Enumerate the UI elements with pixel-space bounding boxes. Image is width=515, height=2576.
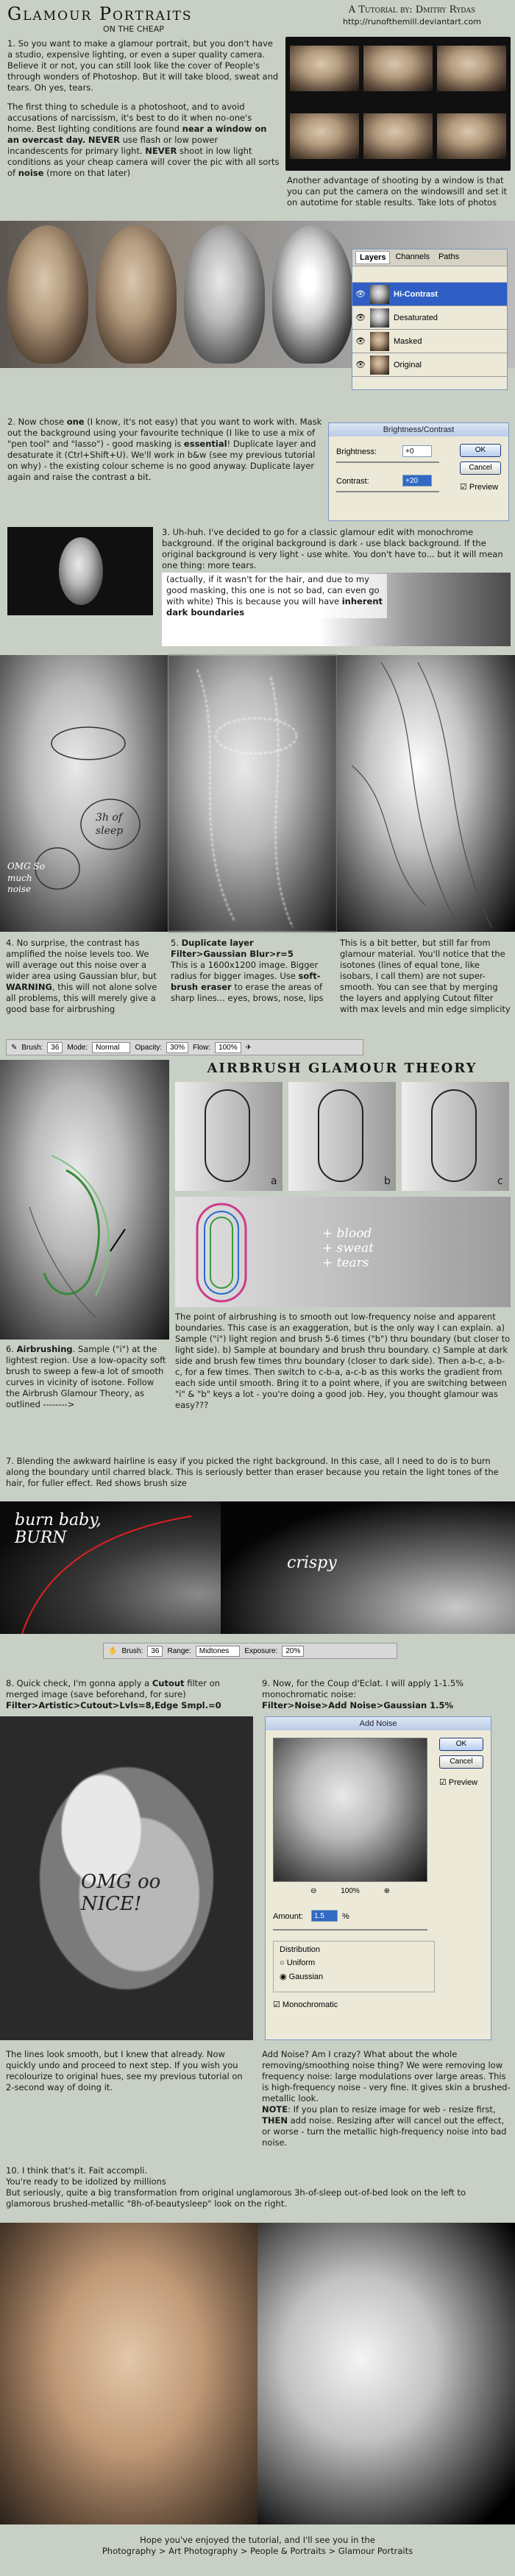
step-text: (I know, it's not easy) that you want to work with. Mask out the background using your favourite technique (I like to use a mix of "pen tool" and "lasso") - good masking is xyxy=(7,417,322,449)
gaussian-radio[interactable]: ◉ Gaussian xyxy=(280,1972,324,1981)
brush-options-bar xyxy=(6,1039,363,1055)
step-text: 10. I think that's it. Fait accompli. xyxy=(6,2165,148,2176)
crispy-label: crispy xyxy=(287,1554,337,1572)
page-title: Glamour Portraits xyxy=(7,4,193,24)
brush-tool-icon[interactable]: ✎ xyxy=(11,1043,18,1052)
step-emphasis: essential xyxy=(183,439,227,449)
footer xyxy=(0,2535,515,2557)
step-emphasis: Airbrushing xyxy=(16,1344,73,1354)
step-3-photo xyxy=(7,527,153,615)
layer-thumbnail xyxy=(370,355,389,375)
before-photo xyxy=(0,2223,258,2524)
layer-name: Original xyxy=(394,360,422,369)
layer-row[interactable] xyxy=(352,353,507,377)
tab-paths[interactable]: Paths xyxy=(438,252,460,261)
brightness-slider[interactable] xyxy=(336,461,439,463)
layer-row[interactable] xyxy=(352,306,507,330)
author-url[interactable]: http://runofthemill.deviantart.com xyxy=(343,16,481,26)
film-strip xyxy=(285,37,511,171)
amount-slider[interactable] xyxy=(273,1929,427,1931)
brightness-input[interactable]: +0 xyxy=(402,445,432,457)
intro-text: (more on that later) xyxy=(43,168,131,178)
eye-icon[interactable]: 👁 xyxy=(355,336,366,346)
omg-nice-label: OMG oo NICE! xyxy=(81,1871,161,1915)
header-left xyxy=(7,3,272,35)
film-frame-4 xyxy=(290,113,359,159)
isotone-lines xyxy=(337,655,515,932)
burn-tool-icon[interactable]: ✋ xyxy=(108,1646,118,1655)
step-warning: WARNING xyxy=(6,982,52,992)
noise-photo-isotones xyxy=(337,655,515,932)
brightness-contrast-dialog xyxy=(328,422,509,521)
uniform-label: Uniform xyxy=(286,1958,316,1968)
airbrush-theory-text: The point of airbrushing is to smooth out low-frequency noise and apparent boundaries. This case is an exaggeration, but is the only way I can explain. a) Sample ("i") light region and brush 5-6 times ("b") thru boundary (but closer to light side). b) Sample at boundary and brush thru boundary. c) Sample at dark side and brush few times thru boundary (closer to dark side). Then a-b-c, a-b-c, for a few times. Then switch to c-b-a, a-c-b as this works the gradient from each side until smooth. Bring it to a point where, if you are switching between "i" & "b" keys a lot - you're doing a good job. Hey, you thought glamour was easy??? xyxy=(175,1312,511,1410)
combined-capsule xyxy=(182,1201,263,1304)
filter-path: Filter>Artistic>Cutout>Lvls=8,Edge Smpl.=0 xyxy=(6,1700,221,1710)
dialog-title: Brightness/Contrast xyxy=(329,423,508,436)
page-subtitle: ON THE CHEAP xyxy=(103,24,164,35)
layer-row[interactable] xyxy=(352,283,507,306)
after-photo xyxy=(258,2223,515,2524)
intro-paragraph-2 xyxy=(7,102,280,179)
add-noise-dialog xyxy=(265,1716,491,2040)
stage-masked xyxy=(96,225,177,364)
noise-photo-selection xyxy=(168,655,337,932)
stage-original xyxy=(7,225,88,364)
film-frame-6 xyxy=(437,113,506,159)
eye-icon[interactable]: 👁 xyxy=(355,360,366,369)
step-6-pre-text: This is a bit better, but still far from glamour material. You'll notice that the isotones (lines of equal tone, like isobars, I call them) are not super-smooth. You can see that by merging the layers and applying Cutout filter with max levels and min edge simplicity xyxy=(340,938,511,1014)
noise-closeups xyxy=(0,655,515,932)
contrast-label: Contrast: xyxy=(336,477,369,486)
step-text: , this will not alone solve all problems, this will merely give a good base for airbrushing xyxy=(6,982,157,1014)
brightness-label: Brightness: xyxy=(336,447,377,456)
burn-options-bar xyxy=(103,1643,397,1659)
preview-checkbox[interactable]: ☑ Preview xyxy=(460,483,499,492)
step-emphasis: one xyxy=(66,417,85,427)
intro-emphasis: near a window on an overcast day. xyxy=(7,124,267,145)
burn-photos xyxy=(0,1501,515,1634)
selection-marquee xyxy=(168,655,337,932)
intro-text: use flash or low power incandescents for primary light. xyxy=(7,135,219,156)
filter-path: Filter>Noise>Add Noise>Gaussian 1.5% xyxy=(262,1700,454,1710)
layers-options-row xyxy=(352,266,507,283)
layer-name: Hi-Contrast xyxy=(394,289,438,299)
step-text: 6. xyxy=(6,1344,17,1354)
step-text: This is a 1600x1200 image. Bigger radius for bigger images. Use xyxy=(171,960,319,981)
burn-label: burn baby, BURN xyxy=(15,1511,102,1547)
intro-text: The first thing to schedule is a photoshoot, and to avoid accusations of narcissism, it's best to do it when no-one's home. Best lighting conditions are found xyxy=(7,102,252,134)
amount-label: Amount: xyxy=(273,1912,303,1921)
tab-channels[interactable]: Channels xyxy=(395,252,430,261)
flow-input[interactable]: 100% xyxy=(215,1042,241,1053)
film-frame-3 xyxy=(437,46,506,91)
layer-name: Desaturated xyxy=(394,313,438,322)
step-text: : If you plan to resize image for web - resize first, xyxy=(288,2104,496,2115)
step-emphasis: THEN xyxy=(262,2115,288,2126)
ok-button[interactable]: OK xyxy=(439,1738,483,1751)
monochromatic-checkbox[interactable]: ☑ Monochromatic xyxy=(273,2000,338,2009)
cutout-preview xyxy=(0,1716,253,2040)
step-text: 9. Now, for the Coup d'Eclat. I will apply 1-1.5% monochromatic noise: xyxy=(262,1678,464,1699)
diagram-c xyxy=(402,1082,509,1191)
tab-layers[interactable]: Layers xyxy=(355,251,390,264)
opacity-input[interactable]: 30% xyxy=(166,1042,188,1053)
sleep-label: 3h of sleep xyxy=(96,812,124,838)
omg-noise-label: OMG So much noise xyxy=(7,861,45,895)
step-text: 5. xyxy=(171,938,182,948)
diagram-label-c: c xyxy=(497,1175,503,1187)
layer-thumbnail xyxy=(370,332,389,351)
isotone-capsule xyxy=(431,1089,477,1182)
header-right xyxy=(316,4,508,27)
amount-input[interactable]: 1.5 xyxy=(311,1910,338,1922)
burn-before-photo xyxy=(0,1501,221,1634)
uniform-radio[interactable]: ○ Uniform xyxy=(280,1958,316,1968)
step-text: You're ready to be idolized by millions xyxy=(6,2176,166,2187)
cancel-button[interactable]: Cancel xyxy=(460,461,501,475)
step-3-boundary-photo xyxy=(162,573,511,646)
preview-label: Preview xyxy=(448,1778,478,1787)
step-text: 8. Quick check, I'm gonna apply a xyxy=(6,1678,152,1688)
zoom-level: 100% xyxy=(341,1887,360,1895)
isotone-capsule xyxy=(205,1089,250,1182)
distribution-label: Distribution xyxy=(280,1945,321,1954)
layer-name: Masked xyxy=(394,336,422,346)
step-6-text xyxy=(6,1344,169,1410)
author-line: A Tutorial by: Dmitry Rydas xyxy=(348,4,476,15)
intro-text: shoot in low light conditions as your cheap camera will cover the pic with all sorts of xyxy=(7,146,280,178)
blood-sweat-tears: + blood + sweat + tears xyxy=(322,1226,374,1270)
step-8-text xyxy=(6,1678,253,1711)
layer-thumbnail xyxy=(370,285,389,304)
airbrush-combined-diagram xyxy=(175,1197,511,1307)
airbrush-diagrams xyxy=(175,1082,511,1192)
step-text: filter on merged image (save beforehand, for sure) xyxy=(6,1678,220,1699)
step-10-text xyxy=(6,2165,511,2209)
contrast-input[interactable]: +20 xyxy=(402,475,432,486)
film-frame-2 xyxy=(363,46,433,91)
step-text: But seriously, quite a big transformation from original unglamorous 3h-of-sleep out-of-bed look on the left to glamorous brushed-metallic "8h-of-beautysleep" look on the right. xyxy=(6,2187,466,2209)
intro-side-note: Another advantage of shooting by a window is that you can put the camera on the windowsill and set it on autotime for stable results. Take lots of photos xyxy=(287,175,508,208)
step-emphasis: Duplicate layer xyxy=(181,938,254,948)
exposure-label: Exposure: xyxy=(244,1646,278,1655)
step-2-text xyxy=(7,417,324,483)
gaussian-label: Gaussian xyxy=(288,1972,324,1981)
monochromatic-label: Monochromatic xyxy=(282,2000,338,2009)
step-emphasis: inherent dark boundaries xyxy=(166,596,383,618)
layers-panel[interactable] xyxy=(352,249,508,390)
zoom-in-button[interactable]: ⊕ xyxy=(383,1887,390,1895)
diagram-label-b: b xyxy=(384,1175,391,1187)
distribution-group xyxy=(273,1941,435,1992)
footer-category-link[interactable]: Photography > Art Photography > People & Portraits > Glamour Portraits xyxy=(102,2546,413,2556)
step-text: (actually, if it wasn't for the hair, and due to my good masking, this one is not so bad, can even go with white) This is because you will have xyxy=(166,574,380,606)
mode-select[interactable]: Normal xyxy=(92,1042,130,1053)
step-text: to erase the areas of sharp lines... eyes, brows, nose, lips xyxy=(171,982,324,1003)
ok-button[interactable]: OK xyxy=(460,444,501,457)
diagram-b xyxy=(288,1082,396,1191)
stage-desaturated xyxy=(184,225,265,364)
burn-after-photo xyxy=(221,1501,515,1634)
step-7-text: 7. Blending the awkward hairline is easy if you picked the right background. In this case, all I need to do is to burn along the boundary until charred black. This is seriously better than eraser because you retain the light tones of the hair, for fuller effect. Red shows brush size xyxy=(6,1456,499,1488)
step-text: . Sample ("i") at the lightest region. Use a low-opacity soft brush to sweep a few-a lot of smooth curves in vicinity of isotone. Follow the Airbrush Glamour Theory, as outlined --------> xyxy=(6,1344,166,1409)
step-text: Add Noise? Am I crazy? What about the whole removing/smoothing noise thing? We were removing low frequency noise: large modulations over large areas. This is high-frequency noise - very fine. It gives skin a brushed-metallic look. xyxy=(262,2049,511,2103)
range-label: Range: xyxy=(167,1646,191,1655)
contrast-slider[interactable] xyxy=(336,491,439,492)
noise-photo-raw xyxy=(0,655,168,932)
step-8-bottom-text: The lines look smooth, but I knew that already. Now quickly undo and proceed to next step. If you wish you recolourize to original hues, see my previous tutorial on 2-second way of doing it. xyxy=(6,2049,243,2092)
stage-hi-contrast xyxy=(272,225,353,364)
brush-label: Brush: xyxy=(121,1646,143,1655)
intro-noise: noise xyxy=(18,168,44,178)
step-text: 4. No surprise, the contrast has amplified the noise levels too. We will average out this noise over a wider area using Gaussian blur, but xyxy=(6,938,157,981)
preview-label: Preview xyxy=(469,483,499,492)
preview-checkbox[interactable]: ☑ Preview xyxy=(439,1778,478,1787)
zoom-row xyxy=(273,1886,427,1896)
step-9-text xyxy=(262,1678,511,1711)
isotone-capsule xyxy=(318,1089,363,1182)
percent-label: % xyxy=(342,1912,349,1921)
step-3-text-2 xyxy=(166,574,387,618)
step-emphasis: Cutout xyxy=(152,1678,185,1688)
layers-tabs xyxy=(352,250,507,266)
intro-never: NEVER xyxy=(88,135,120,145)
masked-face xyxy=(59,537,103,605)
eye-icon[interactable]: 👁 xyxy=(355,313,366,322)
step-4-text xyxy=(6,938,164,1015)
airbrush-title: AIRBRUSH GLAMOUR THEORY xyxy=(207,1061,477,1076)
note-label: NOTE xyxy=(262,2104,288,2115)
step-3-text-1: 3. Uh-huh. I've decided to go for a classic glamour edit with monochrome background. If the original background is dark - use black background. If the original background is very light - use white. You don't have to... but it will mean one thing: more tears. xyxy=(162,527,503,570)
step-5-text xyxy=(171,938,333,1004)
range-select[interactable]: Midtones xyxy=(196,1646,241,1657)
airbrush-isotones xyxy=(0,1060,169,1340)
step-emphasis: soft-brush eraser xyxy=(171,971,321,992)
brush-label: Brush: xyxy=(21,1043,43,1052)
step-text: add noise. Resizing after will cancel out the effect, or worse - turn the metallic high-frequency noise into bad noise. xyxy=(262,2115,507,2148)
flow-label: Flow: xyxy=(193,1043,211,1052)
intro-never: NEVER xyxy=(145,146,177,156)
noise-preview-image xyxy=(273,1738,427,1882)
film-frame-5 xyxy=(363,113,433,159)
intro-paragraph-1: 1. So you want to make a glamour portrait, but you don't have a studio, expensive lighting, or even a super quality camera. Believe it or not, you can still look like the cover of People's through wonders of Photoshop. But it will take blood, sweat and tears. Oh yes, tears. xyxy=(7,38,279,93)
airbrush-photo xyxy=(0,1060,169,1340)
film-frame-1 xyxy=(290,46,359,91)
step-text: ! Duplicate layer and desaturate it (Ctrl+Shift+U). We'll work in b&w (see my previous tutorial on why) - the existing colour scheme is no good anyway. Duplicate layer again and raise the contrast a bit. xyxy=(7,439,316,482)
dialog-title: Add Noise xyxy=(266,1717,491,1730)
cancel-button[interactable]: Cancel xyxy=(439,1755,483,1769)
exposure-input[interactable]: 20% xyxy=(282,1646,304,1657)
mode-label: Mode: xyxy=(67,1043,88,1052)
opacity-label: Opacity: xyxy=(135,1043,163,1052)
zoom-out-button[interactable]: ⊖ xyxy=(310,1887,317,1895)
diagram-a xyxy=(175,1082,283,1191)
airbrush-icon[interactable]: ✈ xyxy=(245,1043,252,1052)
step-text: 2. Now chose xyxy=(7,417,67,427)
diagram-label-a: a xyxy=(271,1175,277,1187)
footer-line-1: Hope you've enjoyed the tutorial, and I'll see you in the xyxy=(140,2535,375,2545)
layer-thumbnail xyxy=(370,308,389,328)
before-after-photos xyxy=(0,2223,515,2524)
eye-icon[interactable]: 👁 xyxy=(355,289,366,299)
filter-path: Filter>Gaussian Blur>r=5 xyxy=(171,949,294,959)
brush-size[interactable]: 36 xyxy=(47,1042,63,1053)
brush-size[interactable]: 36 xyxy=(147,1646,163,1657)
step-9-bottom-text xyxy=(262,2049,511,2148)
layer-row[interactable] xyxy=(352,330,507,353)
